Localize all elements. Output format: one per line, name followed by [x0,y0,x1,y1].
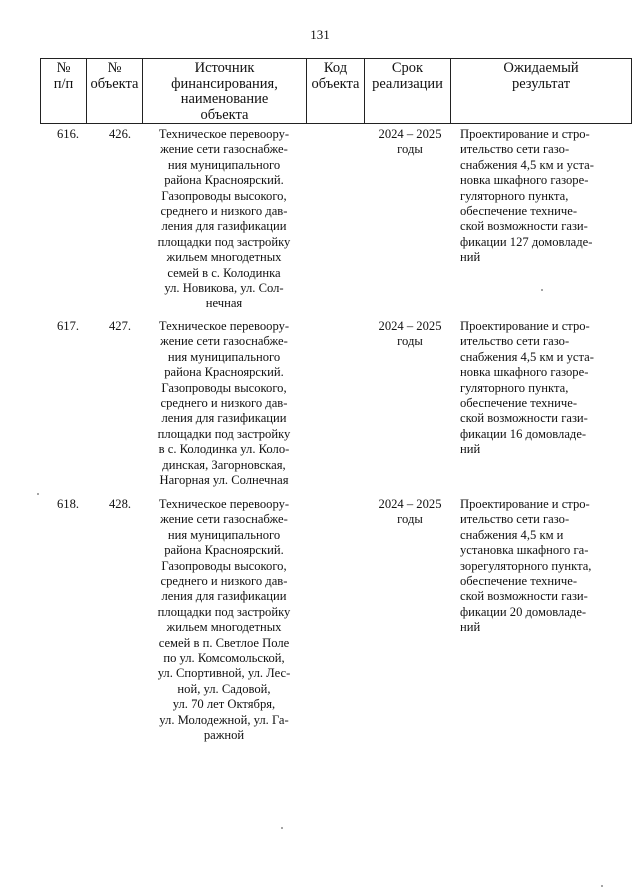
row-number: 617. [56,319,80,333]
scan-speck [37,493,39,495]
result-text: Проектирование и стро- ительство сети газо- снабжения 4,5 км и установка шкафного га- зорегуляторного пункта, обеспечение техниче- ской возможности гази- фикации 20 домовладе- ний [460,497,592,635]
page-number: 131 [310,27,330,42]
term-text: 2024 – 2025 годы [378,497,442,527]
table-header [40,58,632,124]
header-source: Источник финансирования, наименование объекта [143,59,307,124]
scan-speck [601,885,603,887]
scan-speck [541,289,543,291]
header-result: Ожидаемый результат [451,59,632,124]
term-text: 2024 – 2025 годы [378,319,442,349]
row-number: 618. [56,497,80,511]
object-number: 428. [108,497,132,511]
row-number: 616. [56,127,80,141]
header-code: Код объекта [307,59,365,124]
object-number: 426. [108,127,132,141]
source-text: Техническое перевоору- жение сети газоснабже- ния муниципального района Красноярский. Газопроводы высокого, среднего и низкого дав- ления для газификации площадки под застройку жильем многодетных семей в с. Колодинка ул. Новикова, ул. Сол- нечная [157,127,291,311]
result-text: Проектирование и стро- ительство сети газо- снабжения 4,5 км и уста- новка шкафного газоре- гуляторного пункта, обеспечение техниче- ской возможности гази- фикации 127 домовладе- ний [460,127,594,265]
term-text: 2024 – 2025 годы [378,127,442,157]
header-term: Срок реализации [365,59,451,124]
object-number: 427. [108,319,132,333]
source-text: Техническое перевоору- жение сети газоснабже- ния муниципального района Красноярский. Газопроводы высокого, среднего и низкого дав- ления для газификации площадки под застройку в с. Колодинка ул. Коло- динская, Загорновская, Нагорная ул. Солнечная [157,319,291,488]
header-num: № п/п [41,59,87,124]
source-text: Техническое перевоору- жение сети газоснабже- ния муниципального района Красноярский. Газопроводы высокого, среднего и низкого дав- ления для газификации площадки под застройку жильем многодетных семей в п. Светлое Поле по ул. Комсомольской, ул. Спортивной, ул. Лес- ной, ул. Садовой, ул. 70 лет Октября, ул. Молодежной, ул. Га- ражной [157,497,291,743]
header-object-number: № объекта [87,59,143,124]
scan-speck [281,827,283,829]
result-text: Проектирование и стро- ительство сети газо- снабжения 4,5 км и уста- новка шкафного газоре- гуляторного пункта, обеспечение техниче- ской возможности гази- фикации 16 домовладе- ний [460,319,594,457]
